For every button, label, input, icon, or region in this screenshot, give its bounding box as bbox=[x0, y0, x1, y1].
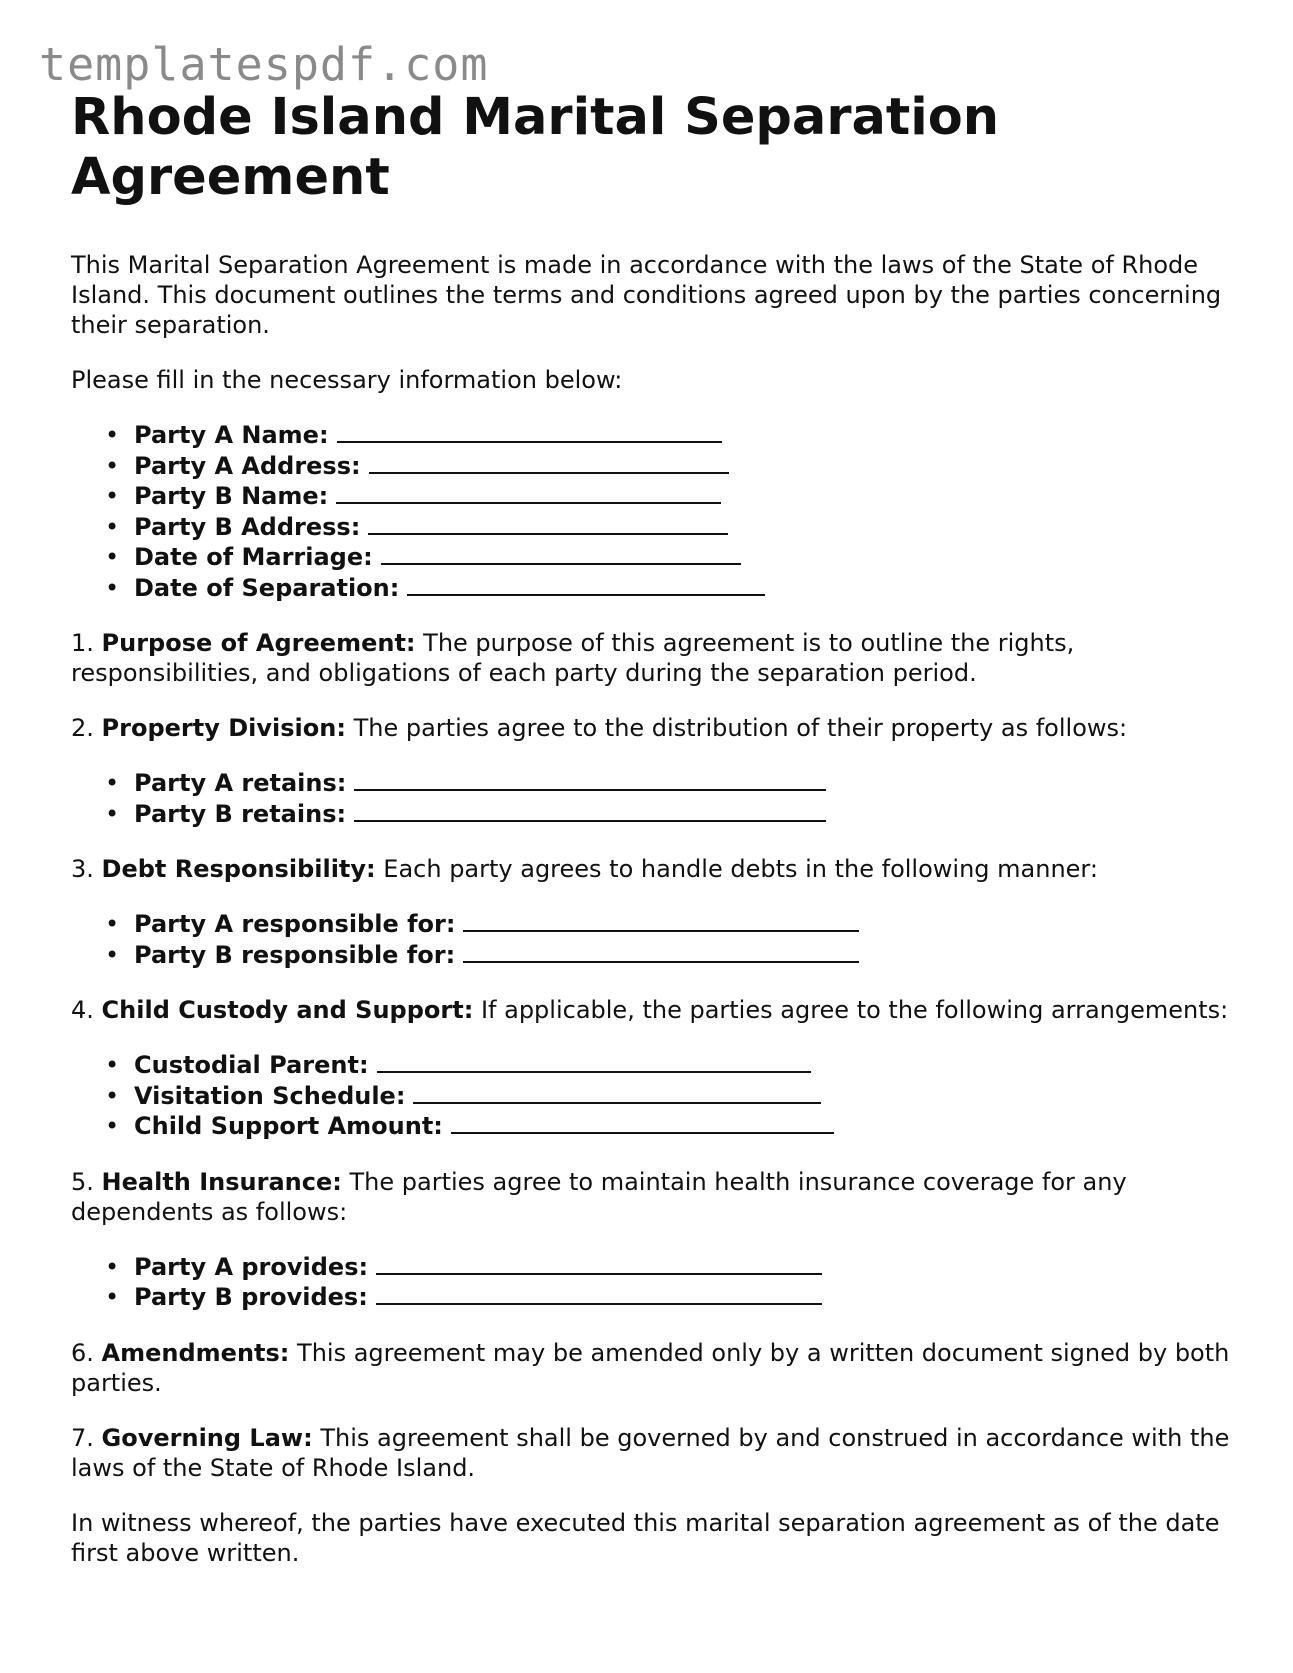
section-purpose bbox=[71, 628, 1231, 688]
debt-list bbox=[71, 909, 1231, 970]
section-text: The purpose of this agreement is to outline the rights, responsibilities, and obligations of each party during the separation period. bbox=[71, 629, 1075, 687]
section-number: 2. bbox=[71, 714, 94, 742]
field-label: Party B Address: bbox=[134, 512, 361, 541]
list-item bbox=[105, 451, 1231, 482]
closing-paragraph: In witness whereof, the parties have executed this marital separation agreement as of the date first above written. bbox=[71, 1508, 1220, 1567]
section-title: Governing Law: bbox=[101, 1423, 313, 1452]
list-item bbox=[105, 909, 1231, 940]
field-label: Date of Marriage: bbox=[134, 543, 373, 571]
list-item bbox=[105, 1111, 1231, 1142]
section-number: 6. bbox=[71, 1338, 94, 1367]
section-governing-law bbox=[71, 1423, 1231, 1483]
field-label: Party A responsible for: bbox=[134, 910, 456, 938]
section-title: Health Insurance: bbox=[101, 1167, 342, 1196]
list-item bbox=[105, 420, 1231, 451]
property-list bbox=[71, 768, 1231, 829]
list-item bbox=[105, 1282, 1231, 1313]
section-text: This agreement shall be governed by and construed in accordance with the laws of the State of Rhode Island. bbox=[71, 1423, 1230, 1482]
custodial-parent-field[interactable] bbox=[377, 1051, 811, 1073]
section-text: The parties agree to maintain health insurance coverage for any dependents as follows: bbox=[71, 1167, 1127, 1226]
list-item bbox=[105, 1081, 1231, 1112]
field-label: Party A provides: bbox=[134, 1252, 369, 1281]
field-label: Party A Name: bbox=[134, 421, 329, 449]
watermark: templatespdf.com bbox=[39, 38, 489, 91]
party-b-name-field[interactable] bbox=[336, 482, 721, 504]
field-label: Party A Address: bbox=[134, 451, 361, 480]
party-info-list bbox=[71, 420, 1231, 603]
list-item bbox=[105, 768, 1231, 799]
party-b-responsible-field[interactable] bbox=[463, 941, 859, 963]
list-item bbox=[105, 542, 1231, 573]
field-label: Party B provides: bbox=[134, 1283, 368, 1311]
list-item bbox=[105, 940, 1231, 971]
field-label: Party B Name: bbox=[134, 482, 329, 510]
party-b-retains-field[interactable] bbox=[354, 800, 826, 822]
intro-paragraph: This Marital Separation Agreement is made in accordance with the laws of the State of Rhode Island. This document outlines the terms and conditions agreed upon by the parties concerning their separation. bbox=[71, 251, 1222, 339]
section-text: This agreement may be amended only by a written document signed by both parties. bbox=[71, 1338, 1230, 1397]
party-b-address-field[interactable] bbox=[368, 513, 728, 535]
section-number: 3. bbox=[71, 855, 94, 883]
field-label: Date of Separation: bbox=[134, 573, 400, 602]
list-item bbox=[105, 573, 1231, 604]
field-label: Custodial Parent: bbox=[134, 1051, 369, 1079]
document-page bbox=[71, 88, 1231, 1568]
instruction-text: Please fill in the necessary information below: bbox=[71, 366, 623, 394]
section-amendments bbox=[71, 1338, 1231, 1398]
section-title: Purpose of Agreement: bbox=[101, 629, 416, 657]
field-label: Party B responsible for: bbox=[134, 940, 456, 969]
section-debt-responsibility bbox=[71, 854, 1231, 884]
section-text: Each party agrees to handle debts in the following manner: bbox=[383, 855, 1098, 883]
section-title: Property Division: bbox=[101, 714, 346, 742]
section-child-custody bbox=[71, 995, 1231, 1025]
section-title: Child Custody and Support: bbox=[101, 996, 474, 1024]
list-item bbox=[105, 512, 1231, 543]
party-a-address-field[interactable] bbox=[369, 452, 729, 474]
section-text: If applicable, the parties agree to the following arrangements: bbox=[480, 996, 1229, 1024]
party-a-provides-field[interactable] bbox=[376, 1253, 822, 1275]
list-item bbox=[105, 481, 1231, 512]
party-a-name-field[interactable] bbox=[337, 421, 722, 443]
custody-list bbox=[71, 1050, 1231, 1142]
section-number: 7. bbox=[71, 1423, 94, 1452]
section-number: 5. bbox=[71, 1167, 94, 1196]
party-a-retains-field[interactable] bbox=[354, 769, 826, 791]
section-property-division bbox=[71, 713, 1231, 743]
list-item bbox=[105, 799, 1231, 830]
visitation-schedule-field[interactable] bbox=[413, 1082, 821, 1104]
section-number: 4. bbox=[71, 996, 94, 1024]
field-label: Party B retains: bbox=[134, 799, 347, 828]
list-item bbox=[105, 1050, 1231, 1081]
section-health-insurance bbox=[71, 1167, 1231, 1227]
field-label: Party A retains: bbox=[134, 769, 347, 797]
document-title: Rhode Island Marital Separation Agreement bbox=[71, 88, 1000, 207]
insurance-list bbox=[71, 1252, 1231, 1313]
child-support-amount-field[interactable] bbox=[451, 1112, 834, 1134]
section-number: 1. bbox=[71, 629, 94, 657]
field-label: Visitation Schedule: bbox=[134, 1081, 406, 1110]
list-item bbox=[105, 1252, 1231, 1283]
party-a-responsible-field[interactable] bbox=[463, 910, 859, 932]
section-text: The parties agree to the distribution of their property as follows: bbox=[353, 714, 1128, 742]
date-of-marriage-field[interactable] bbox=[381, 543, 741, 565]
section-title: Debt Responsibility: bbox=[101, 855, 376, 883]
date-of-separation-field[interactable] bbox=[407, 574, 765, 596]
section-title: Amendments: bbox=[101, 1338, 290, 1367]
party-b-provides-field[interactable] bbox=[376, 1283, 822, 1305]
field-label: Child Support Amount: bbox=[134, 1112, 443, 1140]
